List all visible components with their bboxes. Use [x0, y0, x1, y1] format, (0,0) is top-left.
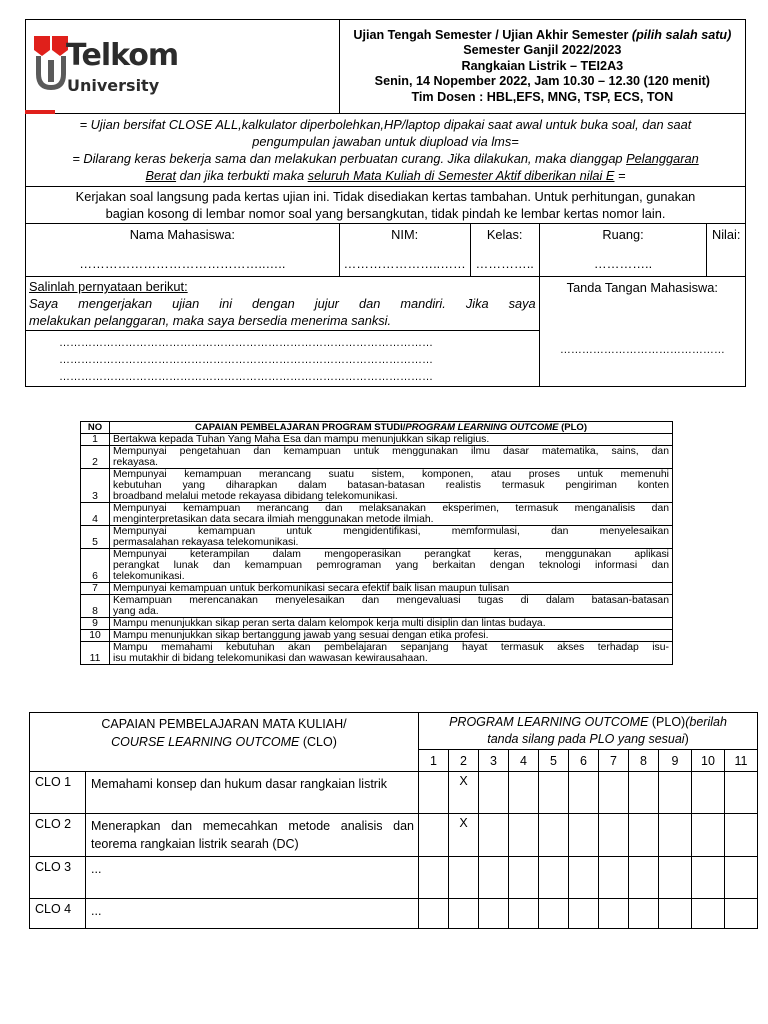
clo-description: ...	[86, 899, 419, 929]
clo-id: CLO 2	[30, 814, 86, 857]
plo-number: 9	[81, 618, 110, 630]
statement-cell	[26, 277, 540, 387]
plo-row	[81, 642, 673, 665]
clo-plo-mark-cell[interactable]	[692, 772, 725, 814]
clo-plo-mark-cell[interactable]	[599, 772, 629, 814]
clo-plo-column-header: 2	[449, 750, 479, 772]
exam-header-table	[25, 19, 746, 387]
nim-label: NIM:	[391, 227, 419, 242]
clo-row	[30, 899, 758, 929]
plo-row	[81, 618, 673, 630]
clo-plo-mark-cell[interactable]	[725, 772, 758, 814]
kelas-label: Kelas:	[486, 227, 523, 242]
plo-number: 10	[81, 630, 110, 642]
plo-description-line: Mempunyai keterampilan dalam mengoperasikan perangkat keras, menggunakan aplikasi	[113, 549, 669, 560]
nim-cell	[339, 224, 470, 277]
plo-description	[110, 549, 673, 583]
plo-description-line: isu mutakhir di bidang telekomunikasi dan wawasan kewirausahaan.	[113, 653, 428, 664]
clo-plo-mark-cell[interactable]	[509, 899, 539, 929]
clo-id: CLO 1	[30, 772, 86, 814]
exam-type: Ujian Tengah Semester / Ujian Akhir Semester (pilih salah satu)	[353, 27, 732, 42]
clo-plo-mark-cell[interactable]	[725, 814, 758, 857]
plo-description	[110, 503, 673, 526]
clo-id: CLO 4	[30, 899, 86, 929]
clo-plo-mark-cell[interactable]	[599, 899, 629, 929]
clo-plo-mark-cell[interactable]	[479, 899, 509, 929]
clo-plo-column-header: 9	[659, 750, 692, 772]
clo-plo-mark-cell[interactable]: X	[449, 814, 479, 857]
plo-description-line: Mempunyai kemampuan merancang suatu sistem, komponen, atau proses untuk memenuhi	[113, 469, 669, 480]
exam-datetime: Senin, 14 Nopember 2022, Jam 10.30 – 12.30 (120 menit)	[374, 74, 710, 89]
plo-description	[110, 446, 673, 469]
plo-number: 2	[81, 446, 110, 469]
clo-row	[30, 772, 758, 814]
clo-plo-column-header: 8	[629, 750, 659, 772]
clo-description: Memahami konsep dan hukum dasar rangkaian listrik	[86, 772, 419, 814]
plo-description	[110, 642, 673, 665]
plo-number: 11	[81, 642, 110, 665]
clo-row	[30, 814, 758, 857]
plo-description	[110, 595, 673, 618]
student-name-cell	[26, 224, 340, 277]
statement-text-2: melakukan pelanggaran, maka saya bersedia menerima sanksi.	[29, 313, 392, 328]
clo-plo-mark-cell[interactable]	[692, 814, 725, 857]
clo-plo-mark-cell[interactable]	[539, 772, 569, 814]
plo-number: 1	[81, 434, 110, 446]
logo-red-bar	[25, 110, 55, 114]
clo-plo-mark-cell[interactable]	[629, 772, 659, 814]
plo-description-line: Mempunyai kemampuan merancang dan melaksanakan eksperimen, termasuk menganalisis dan	[113, 503, 669, 514]
nim-field[interactable]: …………………..……	[343, 256, 466, 271]
clo-plo-mark-cell[interactable]	[479, 772, 509, 814]
clo-plo-mark-cell[interactable]	[509, 814, 539, 857]
clo-plo-mark-cell[interactable]	[659, 772, 692, 814]
plo-description	[110, 526, 673, 549]
clo-plo-mark-cell[interactable]	[659, 814, 692, 857]
ruang-label: Ruang:	[602, 227, 644, 242]
clo-plo-mark-cell[interactable]	[692, 857, 725, 899]
student-name-label: Nama Mahasiswa:	[129, 227, 235, 242]
statement-text-1: Saya mengerjakan ujian ini dengan jujur dan mandiri. Jika saya	[29, 296, 536, 311]
plo-description-line: Mampu memahami kebutuhan akan pembelajaran sepanjang hayat termasuk akses terhadap isu-	[113, 642, 669, 653]
plo-row	[81, 595, 673, 618]
exam-rules	[26, 114, 746, 187]
clo-plo-mark-cell[interactable]	[569, 814, 599, 857]
plo-number: 8	[81, 595, 110, 618]
plo-number: 5	[81, 526, 110, 549]
plo-description-line: Bertakwa kepada Tuhan Yang Maha Esa dan mampu menunjukkan sikap religius.	[113, 434, 490, 445]
nilai-label: Nilai:	[711, 227, 741, 242]
clo-plo-mark-cell[interactable]	[725, 857, 758, 899]
clo-plo-mark-cell[interactable]	[449, 857, 479, 899]
clo-description: ...	[86, 857, 419, 899]
plo-table	[80, 421, 673, 665]
plo-description	[110, 630, 673, 642]
clo-plo-mark-cell[interactable]	[629, 899, 659, 929]
clo-head-right: PROGRAM LEARNING OUTCOME (PLO)(berilah tanda silang pada PLO yang sesuai)	[419, 713, 758, 750]
clo-plo-mark-cell[interactable]	[569, 899, 599, 929]
clo-plo-mark-cell[interactable]	[539, 814, 569, 857]
plo-description-line: perangkat lunak dan kemampuan pemrograman yang berkaitan dengan teknologi informasi dan	[113, 560, 669, 571]
clo-plo-mark-cell[interactable]	[539, 857, 569, 899]
plo-description-line: Mempunyai kemampuan untuk berkomunikasi secara efektif baik lisan maupun tulisan	[113, 583, 510, 594]
logo-sub-text: University	[67, 76, 160, 95]
plo-description-line: broadband melalui metode rekayasa dibidang telekomunikasi.	[113, 491, 398, 502]
plo-number: 4	[81, 503, 110, 526]
clo-head-left: CAPAIAN PEMBELAJARAN MATA KULIAH/ COURSE LEARNING OUTCOME (CLO)	[30, 713, 419, 772]
clo-description: Menerapkan dan memecahkan metode analisis dan teorema rangkaian listrik searah (DC)	[86, 814, 419, 857]
clo-plo-column-header: 6	[569, 750, 599, 772]
plo-number: 6	[81, 549, 110, 583]
plo-description-line: Mempunyai pengetahuan dan kemampuan untuk menggunakan ilmu dasar matematika, sains, dan	[113, 446, 669, 457]
clo-plo-mark-cell[interactable]	[599, 857, 629, 899]
plo-description	[110, 583, 673, 595]
ruang-field[interactable]: …………..	[593, 256, 653, 271]
clo-plo-mark-cell[interactable]	[629, 857, 659, 899]
clo-plo-mark-cell[interactable]: X	[449, 772, 479, 814]
plo-description-line: rekayasa.	[113, 457, 159, 468]
plo-number: 3	[81, 469, 110, 503]
clo-plo-mark-cell[interactable]	[569, 857, 599, 899]
clo-plo-mark-cell[interactable]	[599, 814, 629, 857]
signature-cell	[539, 277, 745, 387]
plo-row	[81, 446, 673, 469]
clo-plo-mark-cell[interactable]	[725, 899, 758, 929]
plo-number: 7	[81, 583, 110, 595]
statement-title: Salinlah pernyataan berikut:	[29, 279, 188, 294]
plo-head-no: NO	[81, 422, 110, 434]
plo-row	[81, 583, 673, 595]
plo-description	[110, 618, 673, 630]
logo-brand-text: Telkom	[66, 38, 179, 73]
clo-plo-column-header: 7	[599, 750, 629, 772]
clo-plo-mark-cell[interactable]	[479, 857, 509, 899]
telkom-university-logo	[26, 20, 179, 113]
plo-head-title: CAPAIAN PEMBELAJARAN PROGRAM STUDI/PROGRAM LEARNING OUTCOME (PLO)	[110, 422, 673, 434]
clo-plo-mark-cell[interactable]	[692, 899, 725, 929]
plo-row	[81, 630, 673, 642]
lecturer-team: Tim Dosen : HBL,EFS, MNG, TSP, ECS, TON	[411, 89, 674, 104]
semester: Semester Ganjil 2022/2023	[463, 43, 622, 58]
logo-cell	[26, 20, 340, 114]
plo-description-line: Mempunyai kemampuan untuk mengidentifikasi, memformulasi, dan menyelesaikan	[113, 526, 669, 537]
plo-description-line: menginterpretasikan data secara ilmiah menggunakan metode ilmiah.	[113, 514, 434, 525]
kelas-cell	[470, 224, 539, 277]
course-name: Rangkaian Listrik – TEI2A3	[461, 58, 624, 73]
clo-plo-column-header: 11	[725, 750, 758, 772]
plo-description-line: kebutuhan yang diharapkan dalam batasan-batasan realistis termasuk pengiriman konten	[113, 480, 669, 491]
plo-description	[110, 469, 673, 503]
clo-plo-mark-cell[interactable]	[449, 899, 479, 929]
clo-plo-mark-cell[interactable]	[629, 814, 659, 857]
signature-label: Tanda Tangan Mahasiswa:	[566, 280, 718, 295]
plo-description	[110, 434, 673, 446]
plo-row	[81, 469, 673, 503]
clo-plo-mark-cell[interactable]	[419, 814, 449, 857]
plo-row	[81, 526, 673, 549]
clo-plo-column-header: 1	[419, 750, 449, 772]
clo-plo-mark-cell[interactable]	[509, 772, 539, 814]
clo-plo-mark-cell[interactable]	[509, 857, 539, 899]
clo-id: CLO 3	[30, 857, 86, 899]
clo-plo-column-header: 5	[539, 750, 569, 772]
clo-plo-mark-cell[interactable]	[569, 772, 599, 814]
clo-plo-mark-cell[interactable]	[419, 899, 449, 929]
clo-plo-mark-cell[interactable]	[479, 814, 509, 857]
exam-info	[339, 20, 745, 114]
rule-1: = Ujian bersifat CLOSE ALL,kalkulator diperbolehkan,HP/laptop dipakai saat awal untuk buka soal, dan saat pengumpulan jawaban untuk diupload via lms=	[79, 117, 692, 149]
clo-table	[29, 712, 758, 929]
kelas-field[interactable]: …………..	[475, 256, 534, 271]
plo-row	[81, 549, 673, 583]
statement-copy-lines[interactable]: ………………………………………………………………………………………… ………………………………………………………………………………………… …………………………………………………………………………………………	[59, 337, 433, 383]
plo-description-line: permasalahan rekayasa telekomunikasi.	[113, 537, 299, 548]
plo-row	[81, 503, 673, 526]
signature-field[interactable]: ………………………………………	[559, 344, 725, 356]
plo-description-line: Mampu menunjukkan sikap peran serta dalam kelompok kerja multi disiplin dan lintas budaya.	[113, 618, 546, 629]
plo-description-line: Mampu menunjukkan sikap bertanggung jawab yang sesuai dengan etika profesi.	[113, 630, 489, 641]
plo-row	[81, 434, 673, 446]
clo-row	[30, 857, 758, 899]
clo-plo-column-header: 3	[479, 750, 509, 772]
instructions: Kerjakan soal langsung pada kertas ujian ini. Tidak disediakan kertas tambahan. Untuk perhitungan, gunakan bagian kosong di lembar nomor soal yang bersangkutan, tidak pindah ke lembar kertas nomor lain.	[26, 187, 746, 224]
clo-plo-column-header: 4	[509, 750, 539, 772]
ruang-cell	[539, 224, 707, 277]
rule-2: = Dilarang keras bekerja sama dan melakukan perbuatan curang. Jika dilakukan, maka dianggap Pelanggaran Berat dan jika terbukti maka seluruh Mata Kuliah di Semester Aktif diberikan nilai E =	[72, 151, 699, 183]
clo-plo-column-header: 10	[692, 750, 725, 772]
clo-plo-mark-cell[interactable]	[659, 899, 692, 929]
clo-plo-mark-cell[interactable]	[419, 772, 449, 814]
student-name-field[interactable]: ……………………………………..…..	[79, 256, 286, 271]
clo-plo-mark-cell[interactable]	[539, 899, 569, 929]
plo-description-line: Kemampuan merencanakan menyelesaikan dan mengevaluasi tugas di dalam batasan-batasan	[113, 595, 669, 606]
plo-description-line: telekomunikasi.	[113, 571, 185, 582]
plo-description-line: yang ada.	[113, 606, 159, 617]
nilai-cell	[707, 224, 746, 277]
clo-plo-mark-cell[interactable]	[419, 857, 449, 899]
clo-plo-mark-cell[interactable]	[659, 857, 692, 899]
